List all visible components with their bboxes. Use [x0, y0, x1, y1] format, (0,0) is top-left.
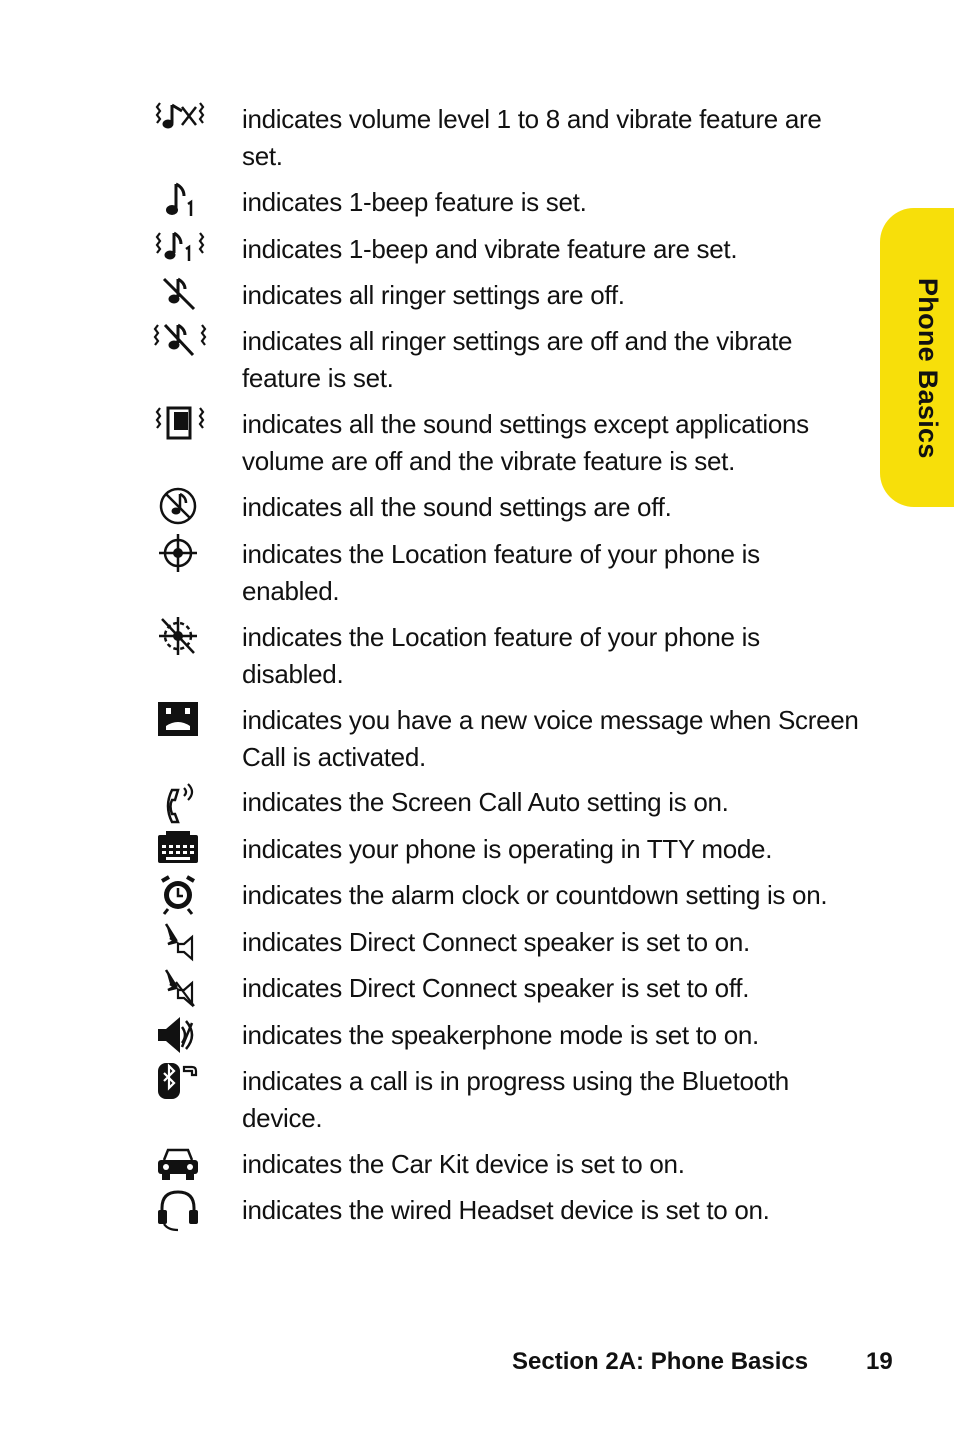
tty-icon — [152, 827, 208, 871]
vibrate-all-icon — [152, 402, 208, 446]
location-off-icon — [152, 615, 208, 659]
item-description: indicates a call is in progress using the Bluetooth device. — [242, 1066, 789, 1133]
dc-speaker-off-icon — [152, 966, 208, 1010]
item-description: indicates the Car Kit device is set to on. — [242, 1149, 685, 1179]
ringer-off-vibrate-icon — [152, 319, 208, 363]
ringer-off-icon — [152, 273, 208, 317]
dc-speaker-on-icon — [152, 920, 208, 964]
speakerphone-icon — [152, 1013, 208, 1057]
one-beep-icon — [152, 180, 208, 224]
item-description: indicates all the sound settings except applications volume are off and the vibrate feature is set. — [242, 409, 809, 476]
item-description: indicates the alarm clock or countdown setting is on. — [242, 880, 828, 910]
item-description: indicates Direct Connect speaker is set to on. — [242, 927, 750, 957]
bluetooth-call-icon — [152, 1059, 208, 1103]
one-beep-vibrate-icon — [152, 227, 208, 271]
car-kit-icon — [152, 1142, 208, 1186]
item-description: indicates 1-beep and vibrate feature are set. — [242, 234, 738, 264]
screen-call-voice-message-icon — [152, 698, 208, 742]
item-description: indicates the Location feature of your phone is enabled. — [242, 539, 760, 606]
alarm-clock-icon — [152, 873, 208, 917]
item-description: indicates all ringer settings are off and the vibrate feature is set. — [242, 326, 793, 393]
item-description: indicates your phone is operating in TTY mode. — [242, 834, 773, 864]
page-number: 19 — [866, 1348, 893, 1375]
item-description: indicates volume level 1 to 8 and vibrate feature are set. — [242, 104, 822, 171]
headset-icon — [152, 1188, 208, 1232]
side-tab-label: Phone Basics — [913, 278, 943, 459]
all-sound-off-icon — [152, 485, 208, 529]
item-description: indicates the wired Headset device is set to on. — [242, 1195, 770, 1225]
footer-section-title: Section 2A: Phone Basics — [512, 1348, 809, 1375]
item-description: indicates all ringer settings are off. — [242, 280, 625, 310]
item-description: indicates 1-beep feature is set. — [242, 187, 587, 217]
volume-vibrate-icon — [152, 97, 208, 141]
item-description: indicates the speakerphone mode is set to on. — [242, 1020, 759, 1050]
location-on-icon — [152, 532, 208, 576]
item-description: indicates the Location feature of your phone is disabled. — [242, 622, 760, 689]
item-description: indicates the Screen Call Auto setting is on. — [242, 787, 729, 817]
item-description: indicates Direct Connect speaker is set to off. — [242, 973, 750, 1003]
screen-call-auto-icon — [152, 780, 208, 824]
item-description: indicates all the sound settings are off. — [242, 492, 672, 522]
item-description: indicates you have a new voice message when Screen Call is activated. — [242, 705, 859, 772]
